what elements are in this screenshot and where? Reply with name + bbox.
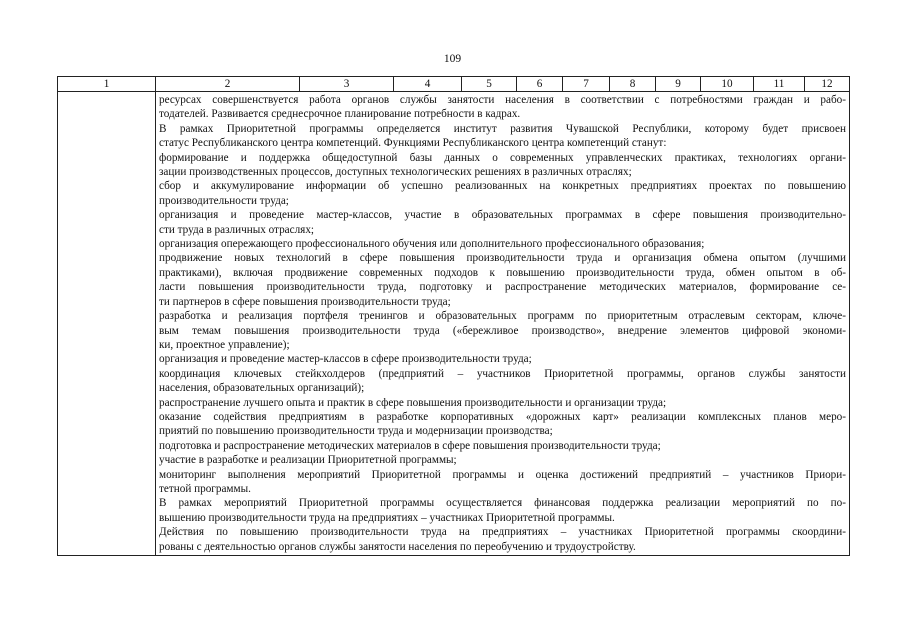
text-line: организация и проведение мастер-классов, участие в образовательных программах в сфере повышения производительно-	[159, 209, 846, 222]
text-line: разработка и реализация портфеля тренингов и образовательных программ по приоритетным отраслевым секторам, ключе-	[159, 310, 846, 323]
text-line: тетной программы.	[159, 482, 251, 495]
text-line: практиками), включая продвижение современных подходов к повышению производительности труда, обмен опытом в об-	[159, 266, 846, 279]
text-line: ти партнеров в сфере повышения производительности труда;	[159, 295, 451, 308]
column-header: 3	[300, 77, 394, 92]
column-header: 1	[58, 77, 156, 92]
text-line: тодателей. Развивается среднесрочное планирование потребности в кадрах.	[159, 108, 521, 121]
column-header: 8	[610, 77, 656, 92]
text-line: сбор и аккумулирование информации об успешно реализованных на конкретных предприятиях проектах по повышению	[159, 180, 846, 193]
text-line: мониторинг выполнения мероприятий Приоритетной программы и оценка достижений предприятий – участников Приори-	[159, 468, 846, 481]
description-cell	[156, 92, 850, 556]
text-line: организация опережающего профессионального обучения или дополнительного профессионального образования;	[159, 238, 705, 251]
text-line: производительности труда;	[159, 194, 289, 207]
text-line: статус Республиканского центра компетенций. Функциями Республиканского центра компетенций станут:	[159, 137, 667, 150]
column-header: 6	[517, 77, 563, 92]
text-line: ки, проектное управление);	[159, 338, 290, 351]
text-line: Действия по повышению производительности труда на предприятиях – участниках Приоритетной программы скоордини-	[159, 526, 846, 539]
column-header: 10	[701, 77, 754, 92]
column-header: 11	[754, 77, 805, 92]
column-header: 12	[805, 77, 850, 92]
column-header: 9	[656, 77, 701, 92]
column-header: 5	[462, 77, 517, 92]
text-line: ресурсах совершенствуется работа органов службы занятости населения в соответствии с потребностями граждан и рабо-	[159, 94, 846, 106]
text-line: приятий по повышению производительности труда и модернизации производства;	[159, 425, 553, 438]
text-line: зации производственных процессов, доступных технологических решениях в различных отраслях;	[159, 166, 632, 179]
text-line: организация и проведение мастер-классов в сфере производительности труда;	[159, 353, 532, 366]
text-line: рованы с деятельностью органов службы занятости населения по переобучению и трудоустройству.	[159, 540, 636, 553]
document-table	[57, 76, 850, 556]
column-header: 7	[563, 77, 610, 92]
page-number: 109	[443, 53, 462, 65]
text-line: продвижение новых технологий в сфере повышения производительности труда и организация обмена опытом (лучшими	[159, 252, 846, 265]
column-header: 4	[394, 77, 462, 92]
text-line: вым темам повышения производительности труда («бережливое производство», внедрение элементов цифровой экономи-	[159, 324, 846, 337]
text-line: В рамках Приоритетной программы определяется институт развития Чувашской Республики, которому будет присвоен	[159, 122, 846, 135]
text-line: участие в разработке и реализации Приоритетной программы;	[159, 454, 457, 467]
column-header-row	[58, 77, 850, 92]
text-line: подготовка и распространение методических материалов в сфере повышения производительности труда;	[159, 439, 661, 452]
content-row	[58, 92, 850, 556]
text-line: координация ключевых стейкхолдеров (предприятий – участников Приоритетной программы, органов службы занятости	[159, 367, 846, 380]
text-line: вышению производительности труда на предприятиях – участниках Приоритетной программы.	[159, 511, 615, 524]
column-1-cell	[58, 92, 156, 556]
text-line: оказание содействия предприятиям в разработке корпоративных «дорожных карт» реализации комплексных планов меро-	[159, 410, 846, 423]
text-line: ласти повышения производительности труда, подготовку и распространение методических материалов, формирование се-	[159, 281, 846, 294]
text-block	[159, 93, 846, 554]
text-line: населения, образовательных организаций);	[159, 382, 365, 395]
column-header: 2	[156, 77, 300, 92]
text-line: распространение лучшего опыта и практик в сфере повышения производительности и организации труда;	[159, 396, 667, 409]
text-line: формирование и поддержка общедоступной базы данных о современных управленческих практиках, технологиях органи-	[159, 151, 846, 164]
text-line: В рамках мероприятий Приоритетной программы осуществляется финансовая поддержка реализации мероприятий по по-	[159, 497, 846, 510]
text-line: сти труда в различных отраслях;	[159, 223, 315, 236]
